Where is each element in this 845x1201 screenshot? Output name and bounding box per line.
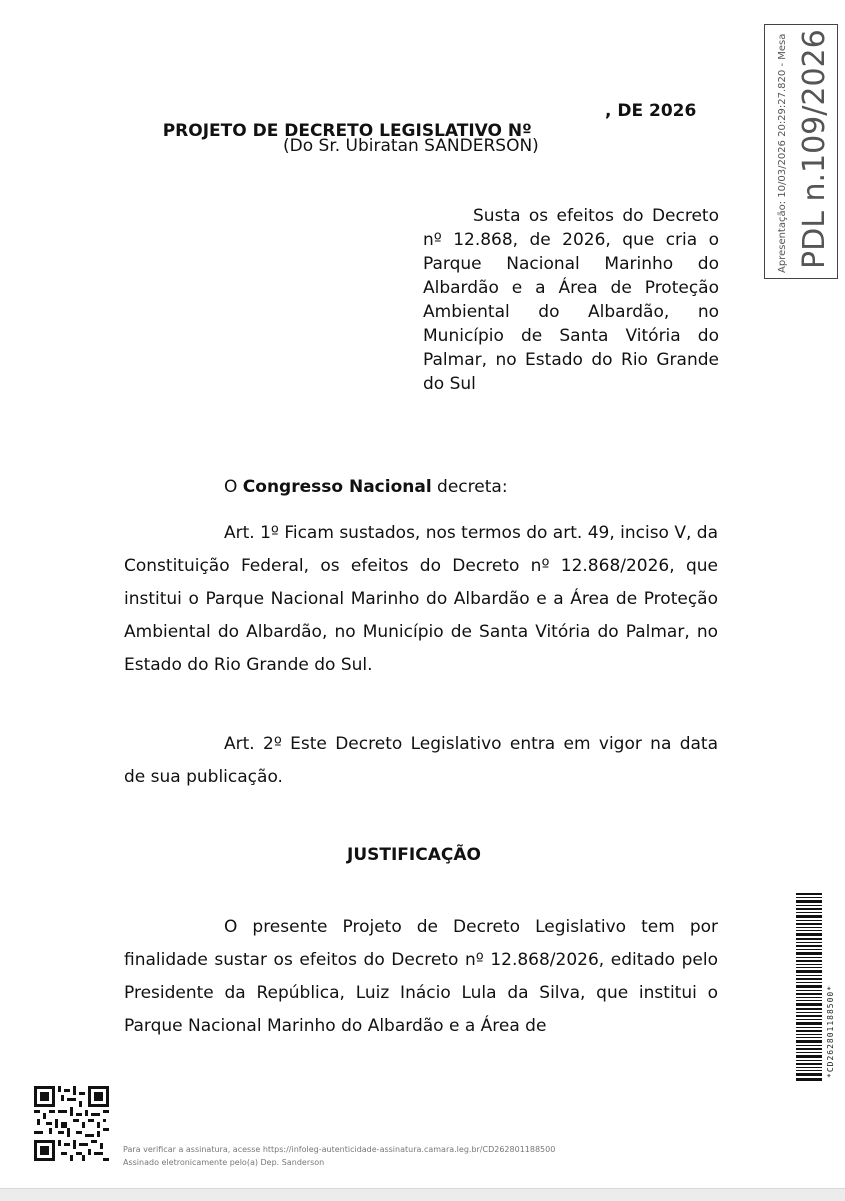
preamble-prefix: O [224,477,243,497]
signature-verification [123,1143,555,1169]
article-1 [124,517,718,682]
pdl-number: PDL n.109/2026 [797,29,832,269]
ementa-text: Susta os efeitos do Decreto nº 12.868, de 2026, que cria o Parque Nacional Marinho do Albardão e a Área de Proteção Ambiental do Albardão, no Município de Santa Vitória do Palmar, no Estado do Rio Grande do Sul [423,206,719,394]
justificacao-body [124,911,718,1043]
presentation-date: Apresentação: 10/03/2026 20:29:27.820 - Mesa [777,33,788,273]
preamble-suffix: decreta: [431,477,508,497]
protocol-stamp [764,24,838,279]
preamble-bold: Congresso Nacional [242,477,432,497]
ementa [423,204,719,396]
justificacao-title: JUSTIFICAÇÃO [347,845,481,865]
article-2 [124,728,718,794]
author-line: (Do Sr. Ubiratan SANDERSON) [283,136,539,156]
verify-link-text[interactable]: Para verificar a assinatura, acesse https://infoleg-autenticidade-assinatura.camara.leg.br/CD262801188500 [123,1145,556,1154]
qr-code-icon [34,1086,109,1161]
article-2-text: Art. 2º Este Decreto Legislativo entra em vigor na data de sua publicação. [124,734,718,787]
barcode-icon [796,893,822,1081]
title-year: , DE 2026 [605,101,697,121]
preamble [224,477,508,497]
barcode-number: *CD262801188500* [826,984,835,1078]
title-text: PROJETO DE DECRETO LEGISLATIVO Nº [162,121,532,141]
article-1-text: Art. 1º Ficam sustados, nos termos do art. 49, inciso V, da Constituição Federal, os efeitos do Decreto nº 12.868/2026, que institui o Parque Nacional Marinho do Albardão e a Área de Proteção Ambiental do Albardão, no Município de Santa Vitória do Palmar, no Estado do Rio Grande do Sul. [124,523,719,675]
justificacao-text: O presente Projeto de Decreto Legislativo tem por finalidade sustar os efeitos do Decreto nº 12.868/2026, editado pelo Presidente da República, Luiz Inácio Lula da Silva, que institui o Parque Nacional Marinho do Albardão e a Área de [124,917,718,1036]
page-bottom-edge [0,1188,845,1201]
signed-by-text: Assinado eletronicamente pelo(a) Dep. Sanderson [123,1158,325,1167]
